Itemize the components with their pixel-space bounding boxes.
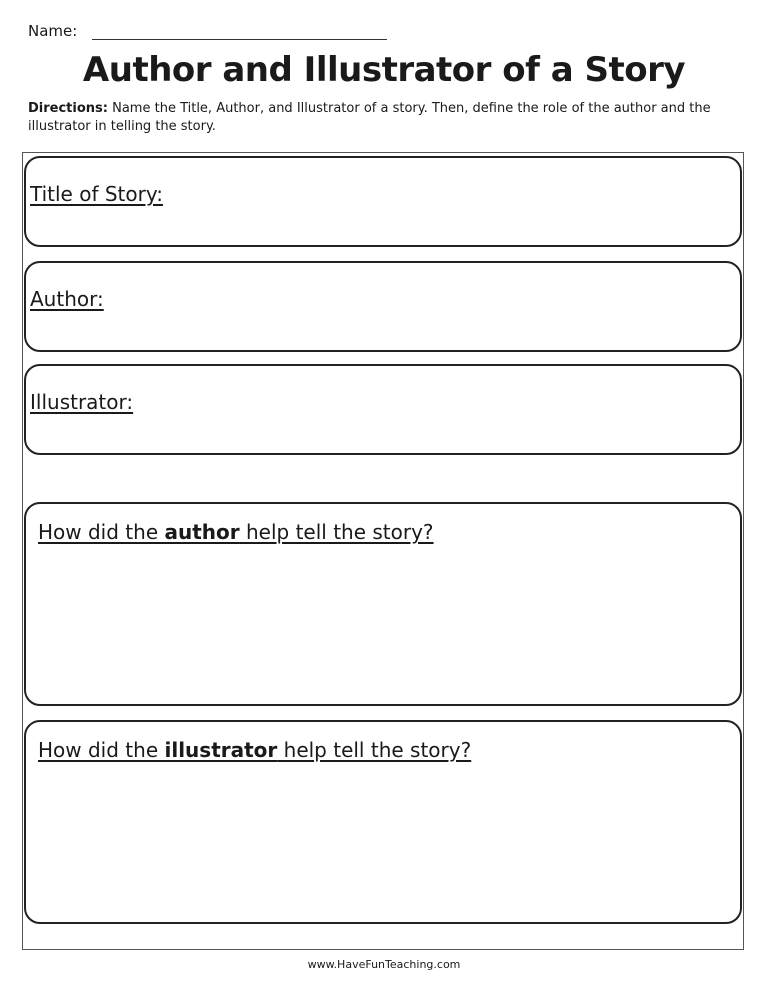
title-of-story-label: Title of Story:: [30, 182, 163, 206]
author-question-emphasis: author: [164, 520, 240, 544]
author-question-before: How did the: [38, 520, 165, 544]
illustrator-question: [38, 738, 471, 762]
title-of-story-box[interactable]: [24, 156, 742, 247]
directions-label: Directions:: [28, 101, 108, 116]
illustrator-label: Illustrator:: [30, 390, 134, 414]
illustrator-question-emphasis: illustrator: [164, 738, 278, 762]
footer-url: www.HaveFunTeaching.com: [307, 958, 461, 971]
directions: [28, 100, 728, 136]
illustrator-question-box[interactable]: [24, 720, 742, 924]
author-question-after: help tell the story?: [239, 520, 434, 544]
worksheet-title: Author and Illustrator of a Story: [82, 50, 686, 90]
name-row: [28, 22, 387, 40]
author-question: [38, 520, 434, 544]
directions-text: Name the Title, Author, and Illustrator of a story. Then, define the role of the author and the illustrator in telling the story.: [28, 101, 711, 134]
author-box[interactable]: [24, 261, 742, 352]
illustrator-question-before: How did the: [38, 738, 165, 762]
name-label: Name:: [28, 22, 78, 40]
illustrator-box[interactable]: [24, 364, 742, 455]
illustrator-question-after: help tell the story?: [277, 738, 472, 762]
author-question-box[interactable]: [24, 502, 742, 706]
name-write-line[interactable]: [92, 25, 387, 40]
author-label: Author:: [30, 287, 104, 311]
